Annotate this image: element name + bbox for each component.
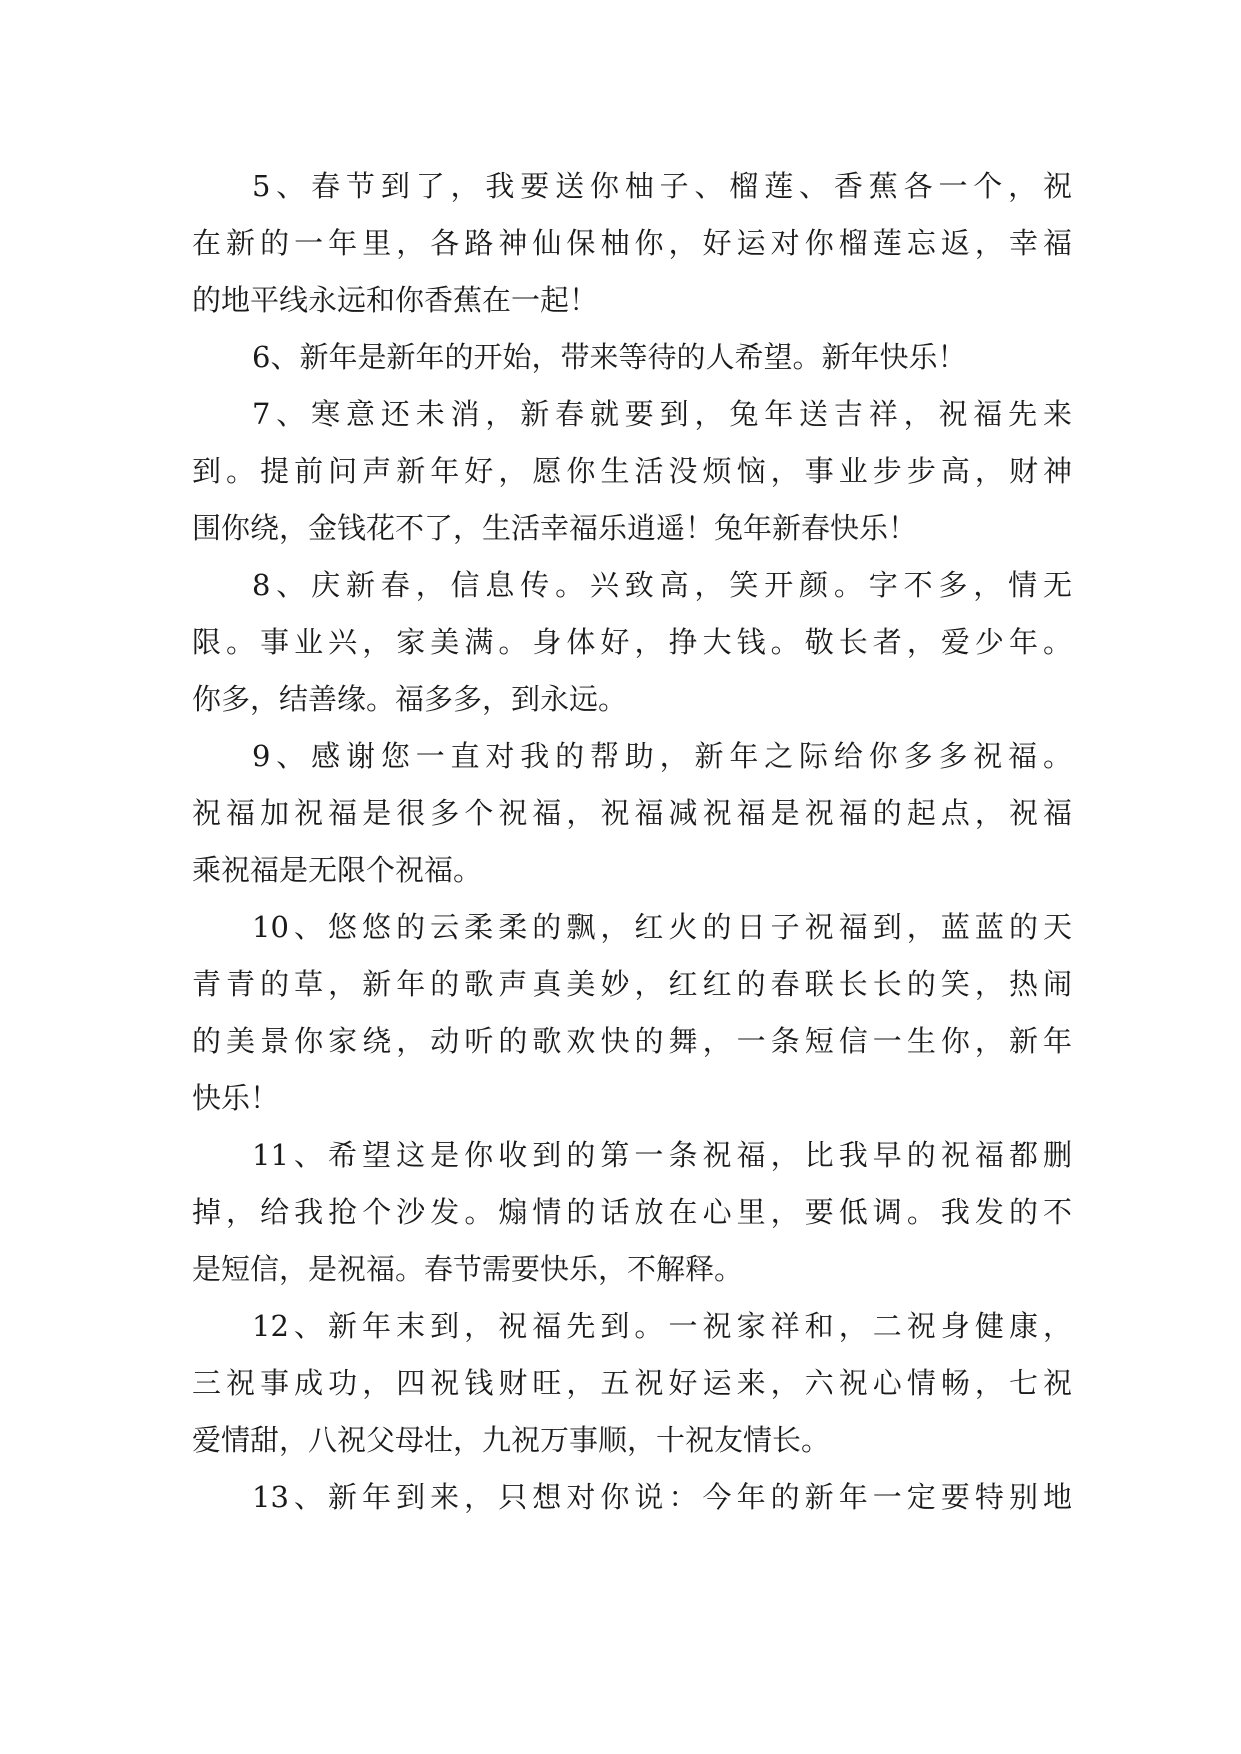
paragraph-11-line-3: 是短信，是祝福。春节需要快乐，不解释。 (192, 1252, 744, 1286)
paragraph-7-line-2: 到。提前问声新年好，愿你生活没烦恼，事业步步高，财神 (192, 454, 1072, 488)
paragraph-9-line-3: 乘祝福是无限个祝福。 (192, 853, 483, 887)
paragraph-9-line-1: 9、感谢您一直对我的帮助，新年之际给你多多祝福。 (252, 739, 1072, 773)
paragraph-10-line-2: 青青的草，新年的歌声真美妙，红红的春联长长的笑，热闹 (192, 967, 1072, 1001)
paragraph-8-line-1: 8、庆新春，信息传。兴致高，笑开颜。字不多，情无 (252, 568, 1072, 602)
paragraph-10-line-1: 10、悠悠的云柔柔的飘，红火的日子祝福到，蓝蓝的天 (252, 910, 1072, 944)
paragraph-5-line-2: 在新的一年里，各路神仙保柚你，好运对你榴莲忘返，幸福 (192, 226, 1072, 260)
paragraph-8-line-2: 限。事业兴，家美满。身体好，挣大钱。敬长者，爱少年。 (192, 625, 1072, 659)
paragraph-12-line-3: 爱情甜，八祝父母壮，九祝万事顺，十祝友情长。 (192, 1423, 831, 1457)
paragraph-13-line-1: 13、新年到来，只想对你说：今年的新年一定要特别地 (252, 1480, 1072, 1514)
paragraph-9-line-2: 祝福加祝福是很多个祝福，祝福减祝福是祝福的起点，祝福 (192, 796, 1072, 830)
paragraph-11-line-2: 掉，给我抢个沙发。煽情的话放在心里，要低调。我发的不 (192, 1195, 1072, 1229)
paragraph-6-line-1: 6、新年是新年的开始，带来等待的人希望。新年快乐！ (252, 340, 967, 374)
paragraph-12-line-1: 12、新年末到，祝福先到。一祝家祥和，二祝身健康， (252, 1309, 1072, 1343)
paragraph-12-line-2: 三祝事成功，四祝钱财旺，五祝好运来，六祝心情畅，七祝 (192, 1366, 1072, 1400)
paragraph-7-line-1: 7、寒意还未消，新春就要到，兔年送吉祥，祝福先来 (252, 397, 1072, 431)
paragraph-5-line-1: 5、春节到了，我要送你柚子、榴莲、香蕉各一个，祝 (252, 169, 1072, 203)
paragraph-8-line-3: 你多，结善缘。福多多，到永远。 (192, 682, 628, 716)
paragraph-10-line-4: 快乐！ (192, 1081, 280, 1115)
paragraph-5-line-3: 的地平线永远和你香蕉在一起！ (192, 283, 599, 317)
paragraph-11-line-1: 11、希望这是你收到的第一条祝福，比我早的祝福都删 (252, 1138, 1072, 1172)
paragraph-7-line-3: 围你绕，金钱花不了，生活幸福乐逍遥！兔年新春快乐！ (192, 511, 918, 545)
paragraph-10-line-3: 的美景你家绕，动听的歌欢快的舞，一条短信一生你，新年 (192, 1024, 1072, 1058)
